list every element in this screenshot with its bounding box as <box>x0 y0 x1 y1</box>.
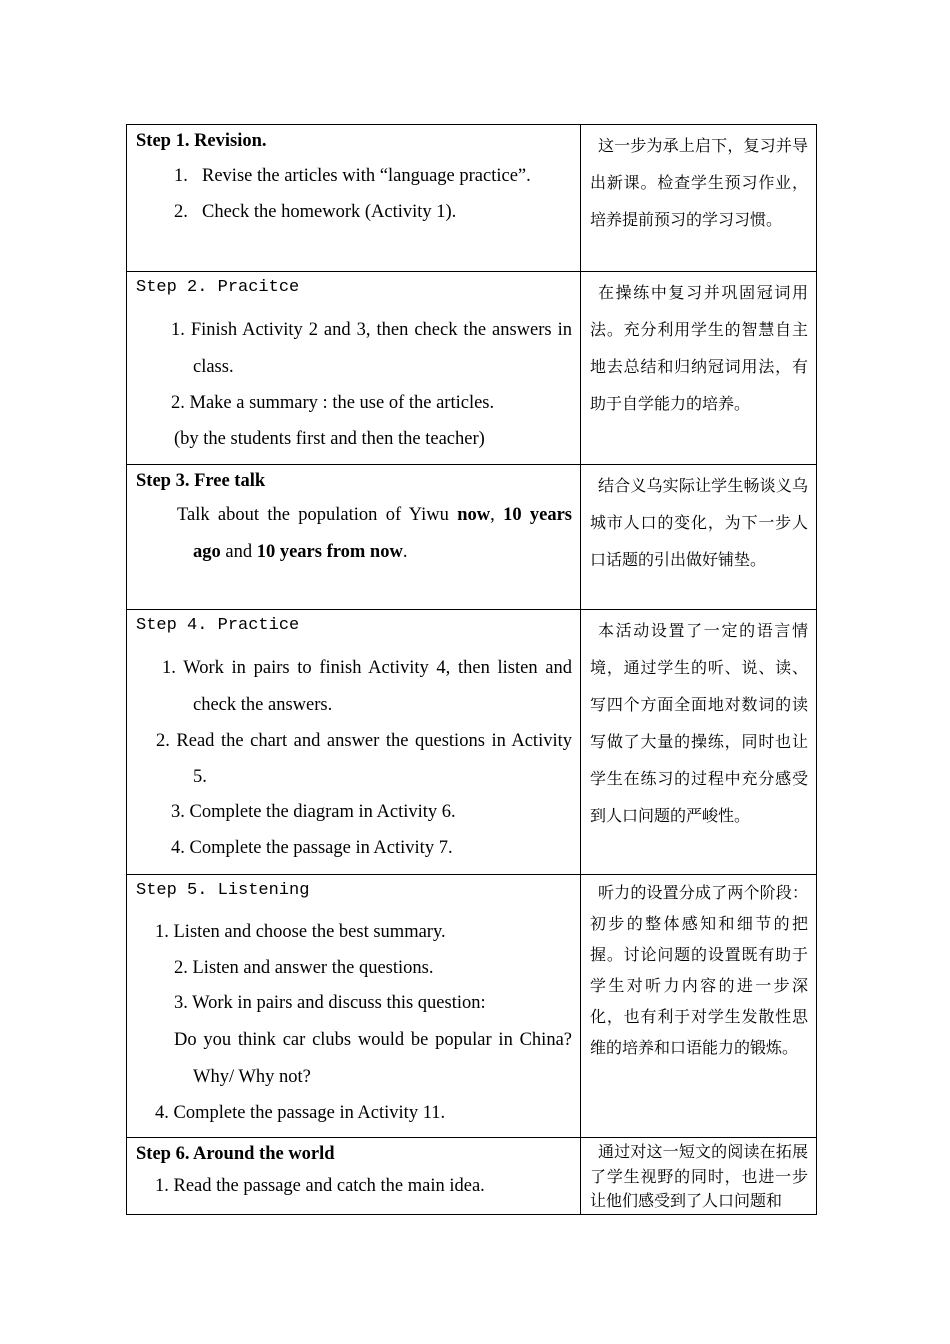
step-4-note: 本活动设置了一定的语言情境，通过学生的听、说、读、写四个方面全面地对数词的读写做了大量的操练，同时也让学生在练习的过程中充分感受到人口问题的严峻性。 <box>581 610 817 875</box>
step-6-content <box>127 1138 581 1215</box>
step-5-item: 4. Complete the passage in Activity 11. <box>155 1102 446 1123</box>
step-1-note: 这一步为承上启下，复习并导出新课。检查学生预习作业，培养提前预习的学习习惯。 <box>581 125 817 272</box>
step-5-item: Do you think car clubs would be popular in China? Why/ Why not? <box>174 1029 572 1087</box>
step-5-item: 3. Work in pairs and discuss this question: <box>174 993 486 1013</box>
step-1-content <box>127 125 581 272</box>
step-5-row <box>127 875 817 1138</box>
step-1-item: 1. Revise the articles with “language practice”. <box>174 166 531 186</box>
step-2-note: 在操练中复习并巩固冠词用法。充分利用学生的智慧自主地去总结和归纳冠词用法，有助于自学能力的培养。 <box>581 272 817 465</box>
step-3-content <box>127 465 581 610</box>
step-3-note: 结合义乌实际让学生畅谈义乌城市人口的变化，为下一步人口话题的引出做好铺垫。 <box>581 465 817 610</box>
step-5-item: 2. Listen and answer the questions. <box>174 957 434 978</box>
step-1-item: 2. Check the homework (Activity 1). <box>174 202 457 222</box>
step-1-title: Step 1. Revision. <box>136 131 267 151</box>
step-3-text: Talk about the population of Yiwu now, 10 years ago and 10 years from now. <box>177 505 573 562</box>
step-6-note: 通过对这一短文的阅读在拓展了学生视野的同时，也进一步让他们感受到了人口问题和 <box>581 1138 817 1215</box>
step-3-title: Step 3. Free talk <box>136 471 266 491</box>
step-4-item: 1. Work in pairs to finish Activity 4, then listen and check the answers. <box>162 658 572 715</box>
step-2-content <box>127 272 581 465</box>
step-2-item: (by the students first and then the teacher) <box>174 428 485 449</box>
step-5-content <box>127 875 581 1138</box>
step-2-item: 2. Make a summary : the use of the articles. <box>171 393 495 413</box>
step-4-row <box>127 610 817 875</box>
step-4-item: 4. Complete the passage in Activity 7. <box>171 837 453 858</box>
lesson-plan-table <box>126 124 817 1215</box>
step-6-title: Step 6. Around the world <box>136 1144 335 1164</box>
step-3-row <box>127 465 817 610</box>
step-1-row <box>127 125 817 272</box>
step-4-content <box>127 610 581 875</box>
step-4-title: Step 4. Practice <box>136 616 300 635</box>
step-6-item: 1. Read the passage and catch the main idea. <box>155 1176 485 1196</box>
step-4-item: 2. Read the chart and answer the questions in Activity 5. <box>156 731 572 787</box>
step-5-item: 1. Listen and choose the best summary. <box>155 922 446 942</box>
step-2-row <box>127 272 817 465</box>
step-4-item: 3. Complete the diagram in Activity 6. <box>171 802 456 822</box>
step-2-item: 1. Finish Activity 2 and 3, then check the answers in class. <box>171 320 572 377</box>
step-5-note: 听力的设置分成了两个阶段：初步的整体感知和细节的把握。讨论问题的设置既有助于学生对听力内容的进一步深化，也有利于对学生发散性思维的培养和口语能力的锻炼。 <box>581 875 817 1138</box>
step-6-row <box>127 1138 817 1215</box>
step-2-title: Step 2. Pracitce <box>136 278 300 297</box>
step-5-title: Step 5. Listening <box>136 881 310 900</box>
